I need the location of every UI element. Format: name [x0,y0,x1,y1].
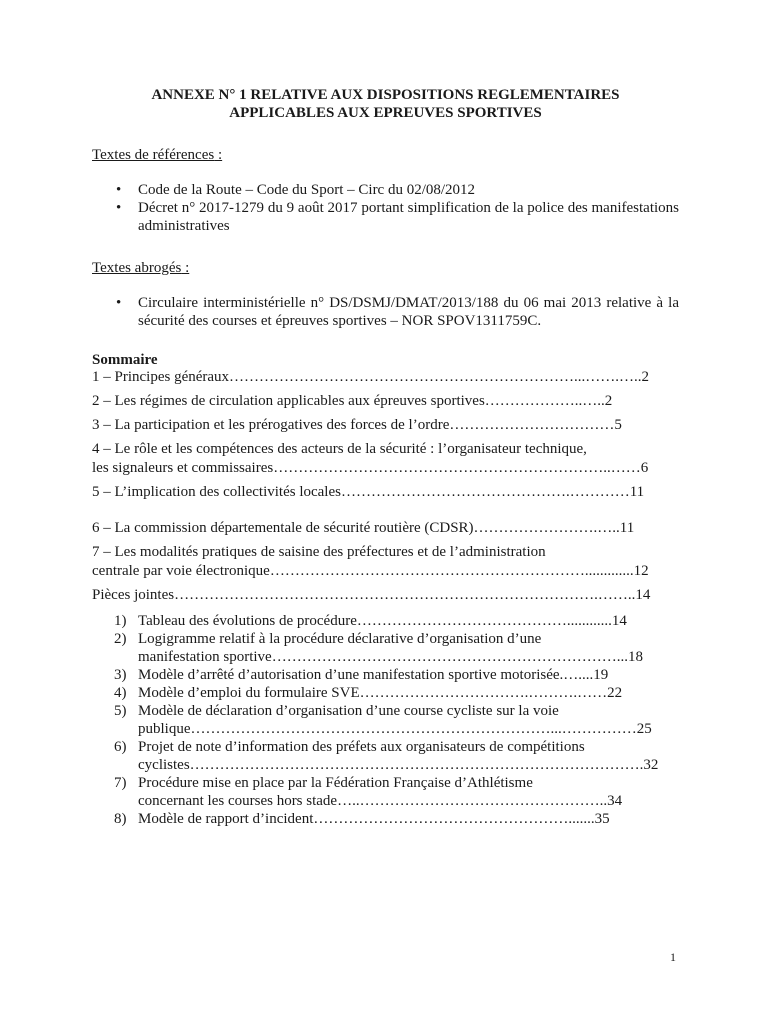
abroges-heading [92,259,679,277]
toc-pieces-jointes[interactable]: Pièces jointes………………………………………………………………………….……..14 [92,587,651,603]
piece-text: Modèle d’emploi du formulaire SVE…………………………….……….……22 [138,685,623,701]
toc-entry-text-continued: les signaleurs et commissaires…………………………………………………………..……6 [92,460,649,476]
list-item: • Décret n° 2017-1279 du 9 août 2017 portant simplification de la police des manifestations administratives [138,199,679,235]
piece-text-continued: publique………………………………………………………………...……………25 [138,721,652,737]
piece-number: 1) [114,613,127,629]
toc-entry-text: 4 – Le rôle et les compétences des acteurs de la sécurité : l’organisateur technique, [92,441,587,457]
toc-entry-1[interactable] [92,368,679,387]
references-list [92,181,679,235]
piece-item-5[interactable] [114,702,679,738]
toc-entry-7[interactable] [92,543,679,581]
toc-entry-text: 5 – L’implication des collectivités locales……………………………………….…………11 [92,484,645,500]
piece-text: Projet de note d’information des préfets aux organisateurs de compétitions [138,739,585,755]
toc-entry-3[interactable] [92,416,679,435]
pieces-jointes-list [92,612,679,828]
piece-text-continued: cyclistes……………………………………………………………………………….32 [138,757,659,773]
piece-text-continued: manifestation sportive……………………………………………………………...18 [138,649,643,665]
title-line-2: APPLICABLES AUX EPREUVES SPORTIVES [229,105,542,121]
piece-number: 5) [114,703,127,719]
abroges-colon: : [181,260,190,276]
references-label: Textes de références [92,147,215,163]
document-page [92,86,679,828]
piece-number: 4) [114,685,127,701]
piece-item-6[interactable] [114,738,679,774]
document-title [92,86,679,122]
piece-text: Modèle de déclaration d’organisation d’une course cycliste sur la voie [138,703,559,719]
toc-entry-text: 3 – La participation et les prérogatives des forces de l’ordre……………………………5 [92,417,622,433]
toc-entry-text-continued: centrale par voie électronique……………………………………………………….............12 [92,563,649,579]
abroges-label: Textes abrogés [92,260,182,276]
toc-entry-text: 1 – Principes généraux……………………………………………………………...…….…..2 [92,369,650,385]
references-heading [92,146,679,164]
piece-number: 2) [114,631,127,647]
piece-text: Procédure mise en place par la Fédération Française d’Athlétisme [138,775,533,791]
piece-number: 7) [114,775,127,791]
abroges-list [92,294,679,330]
piece-number: 8) [114,811,127,827]
references-colon: : [214,147,223,163]
piece-number: 6) [114,739,127,755]
page-number: 1 [670,950,676,964]
toc-entry-text: 7 – Les modalités pratiques de saisine des préfectures et de l’administration [92,544,546,560]
piece-text: Modèle de rapport d’incident…………………………………………….......35 [138,811,610,827]
sommaire-heading: Sommaire [92,352,158,368]
piece-item-2[interactable] [114,630,679,666]
toc-entry-6[interactable] [92,519,679,538]
toc-entry-text: 2 – Les régimes de circulation applicables aux épreuves sportives………………..…..2 [92,393,613,409]
list-item: • Code de la Route – Code du Sport – Circ du 02/08/2012 [138,181,679,199]
toc-entry-2[interactable] [92,392,679,411]
piece-item-3[interactable] [114,666,679,684]
piece-item-7[interactable] [114,774,679,810]
piece-item-8[interactable] [114,810,679,828]
toc-entry-4[interactable] [92,440,679,478]
toc-entry-5[interactable] [92,483,679,502]
list-item: • Circulaire interministérielle n° DS/DSMJ/DMAT/2013/188 du 06 mai 2013 relative à la sécurité des courses et épreuves sportives – NOR SPOV1311759C. [138,294,679,330]
piece-number: 3) [114,667,127,683]
title-line-1: ANNEXE N° 1 RELATIVE AUX DISPOSITIONS REGLEMENTAIRES [151,87,620,103]
piece-text: Tableau des évolutions de procédure……………………………………............14 [138,613,627,629]
piece-text: Logigramme relatif à la procédure déclarative d’organisation d’une [138,631,542,647]
piece-text: Modèle d’arrêté d’autorisation d’une manifestation sportive motorisée.…....19 [138,667,609,683]
piece-text-continued: concernant les courses hors stade…..…………………………………………..34 [138,793,623,809]
toc-entry-text: 6 – La commission départementale de sécurité routière (CDSR)…………………….…..11 [92,520,635,536]
piece-item-4[interactable] [114,684,679,702]
piece-item-1[interactable] [114,612,679,630]
